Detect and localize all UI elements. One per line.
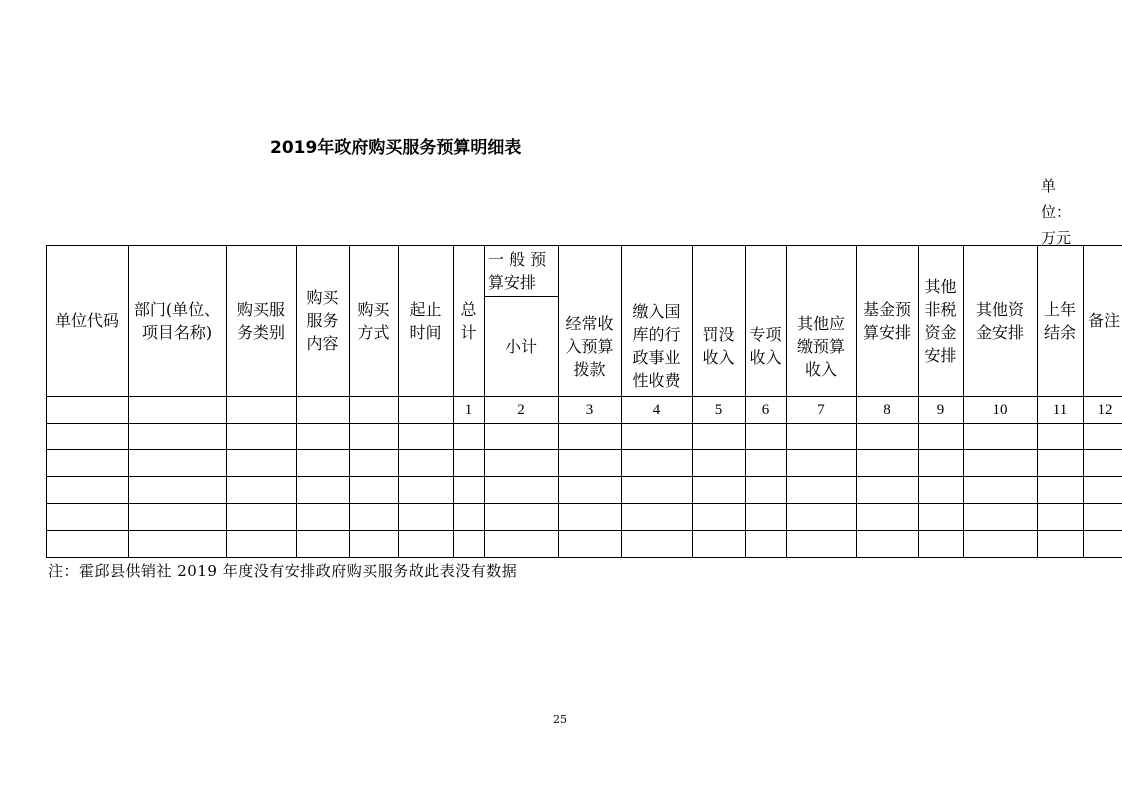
row-border	[46, 449, 1122, 450]
column-number: 11	[1052, 401, 1068, 418]
column-number: 10	[992, 401, 1008, 418]
column-number: 1	[464, 401, 473, 418]
column-number: 4	[652, 401, 661, 418]
unit-label-line-2: 位：	[1041, 203, 1072, 221]
header-service-category: 购买服 务类别	[236, 299, 285, 342]
row-border	[46, 476, 1122, 477]
header-special-revenue: 专项 收入	[749, 325, 782, 367]
header-department: 部门(单位、 项目名称)	[133, 299, 221, 342]
header-unit-code: 单位代码	[54, 311, 119, 330]
header-fund-budget: 基金预 算安排	[862, 299, 911, 342]
header-bottom-border	[46, 396, 1122, 397]
column-number: 2	[517, 401, 525, 418]
unit-label-line-3: 万元	[1041, 229, 1072, 247]
column-number: 7	[817, 401, 825, 418]
header-fines: 罚没 收入	[702, 325, 735, 367]
header-subtotal: 小计	[504, 336, 537, 356]
header-other-funds: 其他资 金安排	[975, 299, 1024, 342]
row-border	[46, 423, 1122, 424]
header-remarks: 备注	[1088, 311, 1121, 330]
table-note: 注：霍邱县供销社 2019 年度没有安排政府购买服务故此表没有数据	[48, 562, 518, 580]
column-number: 12	[1097, 401, 1113, 418]
page-title: 2019年政府购买服务预算明细表	[270, 138, 522, 158]
header-purchase-method: 购买 方式	[357, 299, 390, 342]
column-number: 3	[585, 401, 594, 418]
header-service-content: 购买 服务 内容	[306, 288, 339, 353]
row-border	[46, 530, 1122, 531]
header-general-budget: 一 般 预 算安排	[488, 249, 547, 292]
header-other-non-tax: 其他 非税 资金 安排	[924, 276, 957, 365]
column-number: 6	[761, 401, 770, 418]
unit-label-line-1: 单	[1041, 177, 1057, 195]
header-start-end-time: 起止 时间	[409, 299, 442, 342]
column-number: 5	[714, 401, 723, 418]
header-carryover: 上年 结余	[1043, 299, 1076, 342]
header-treasury-fees: 缴入国 库的行 政事业 性收费	[632, 302, 681, 390]
unit-label	[1041, 173, 1071, 251]
column-number: 8	[883, 401, 891, 418]
page-number: 25	[553, 713, 567, 726]
header-total: 总 计	[460, 299, 477, 342]
table-bottom-border	[46, 557, 1122, 558]
column-number: 9	[936, 401, 945, 418]
row-border	[46, 503, 1122, 504]
header-regular-revenue: 经常收 入预算 拨款	[565, 313, 614, 379]
header-other-budget: 其他应 缴预算 收入	[796, 313, 845, 379]
